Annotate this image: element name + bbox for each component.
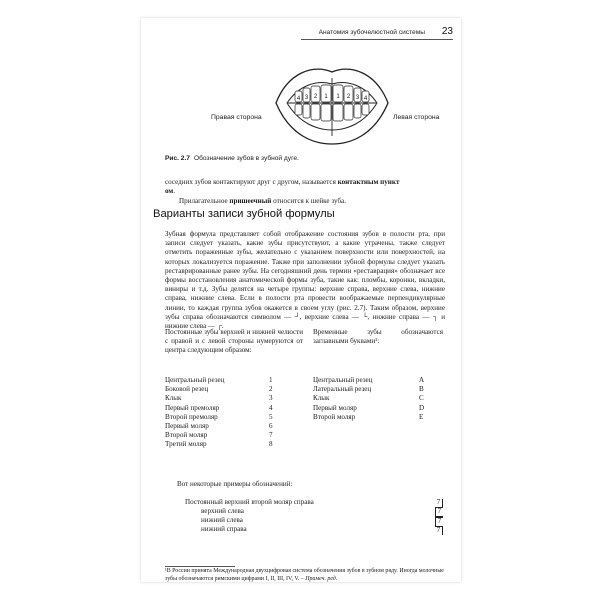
- tooth-number: 4: [363, 96, 368, 102]
- body-paragraph: Зубная формула представляет собой отображение состояния зубов в полости рта, при записи следует указать, какие зубы присутствуют, а какие утрачены, также следует отметить пораженные зубы, желательно с указанием поверхности или поверхностей, на которых локализуется поражение. Также при заполнении зубной формулы следует указать реставрированные ранее зубы. На сегодняшний день термин «реставрация» обозначает все формы восстановления анатомической формы зуба, такие как: пломбы, коронки, вкладки, виниры и т.д. Зубы делятся на четыре группы: верхние справа, верхние слева, нижние справа, нижние слева. Если в полости рта провести воображаемые перпендикулярные линии, то каждая группа зубов окажется в своем углу (рис. 2.7). Таким образом, верхние зубы справа обозначаются символом — ┘, верхние слева — └, нижние справа — ┐ и нижние слева — ┌.: [165, 230, 445, 331]
- example-row: нижний справа: [201, 525, 247, 533]
- list-item: Первый моляр 6: [165, 422, 273, 431]
- page-number: 23: [441, 26, 453, 37]
- list-item: Второй моляр E: [313, 412, 424, 421]
- intro-paragraph-1: соседних зубов контактируют друг с другом, называется контактным пункт ом.: [165, 178, 400, 196]
- list-item: Клык C: [313, 394, 424, 403]
- figure-number: Рис. 2.7: [165, 155, 190, 162]
- example-row: нижний слева: [201, 516, 243, 524]
- left-side-label: Левая сторона: [393, 114, 440, 121]
- footnote: ¹В России принята Международная двухцифровая система обозначения зубов в зубном ряду. Иногда молочные зубы обозначаются римскими цифрами I, II, III, IV, V. – Примеч. ред.: [165, 568, 444, 582]
- list-item: Третий моляр 8: [165, 440, 273, 449]
- right-side-label: Правая сторона: [211, 114, 262, 121]
- page-header: [141, 18, 461, 37]
- book-page: [141, 18, 461, 582]
- section-heading: Варианты записи зубной формулы: [153, 208, 335, 220]
- examples-title: Вот некоторые примеры обозначений:: [177, 480, 293, 488]
- tooth-number: 2: [313, 94, 318, 100]
- list-item: Центральный резец A: [313, 376, 425, 384]
- lower-left-symbol: 7: [435, 517, 443, 526]
- figure-caption-text: Обозначение зубов в зубной дуге.: [193, 155, 299, 162]
- tooth-number: 4: [296, 96, 301, 102]
- list-item: Латеральный резец B: [313, 385, 424, 394]
- term-contact-point-end: ом: [165, 187, 174, 196]
- tooth-number: 1: [324, 94, 328, 100]
- list-item: Первый премоляр 4: [165, 403, 273, 412]
- list-item: Клык 3: [165, 394, 273, 403]
- upper-left-symbol: 7: [435, 508, 443, 517]
- header-rule: [301, 39, 453, 40]
- example-row: Постоянный верхний второй моляр справа: [185, 498, 314, 506]
- example-row: верхний слева: [201, 507, 244, 515]
- dental-arch-illustration: [274, 58, 390, 148]
- list-item: Центральный резец 1: [165, 376, 273, 384]
- upper-right-symbol: 7: [435, 499, 443, 508]
- temporary-teeth-intro: Временные зубы обозначаются заглавными буквами¹:: [313, 328, 443, 346]
- tooth-number: 2: [346, 94, 351, 100]
- lower-right-symbol: 7: [435, 526, 443, 535]
- temporary-teeth-list: [313, 376, 424, 422]
- permanent-teeth-intro: Постоянные зубы верхней и нижней челюсти с правой и с левой стороны нумеруются от центра следующим образом:: [165, 328, 303, 355]
- permanent-teeth-list: [165, 376, 273, 450]
- term-contact-point: контактным пункт: [337, 178, 400, 186]
- list-item: Боковой резец 2: [165, 385, 273, 394]
- footnote-rule: [165, 566, 235, 567]
- tooth-number: 3: [355, 95, 360, 101]
- tooth-number: 1: [336, 94, 340, 100]
- list-item: Второй премоляр 5: [165, 412, 273, 421]
- tooth-number: 3: [304, 95, 309, 101]
- list-item: Второй моляр 7: [165, 431, 273, 440]
- list-item: Первый моляр D: [313, 403, 425, 412]
- term-cervical: пришеечный: [229, 197, 272, 205]
- figure-caption: [165, 155, 299, 162]
- intro-paragraph-2: Прилагательное пришеечный относится к шейке зуба.: [179, 197, 346, 205]
- running-title: Анатомия зубочелюстной системы: [318, 29, 425, 36]
